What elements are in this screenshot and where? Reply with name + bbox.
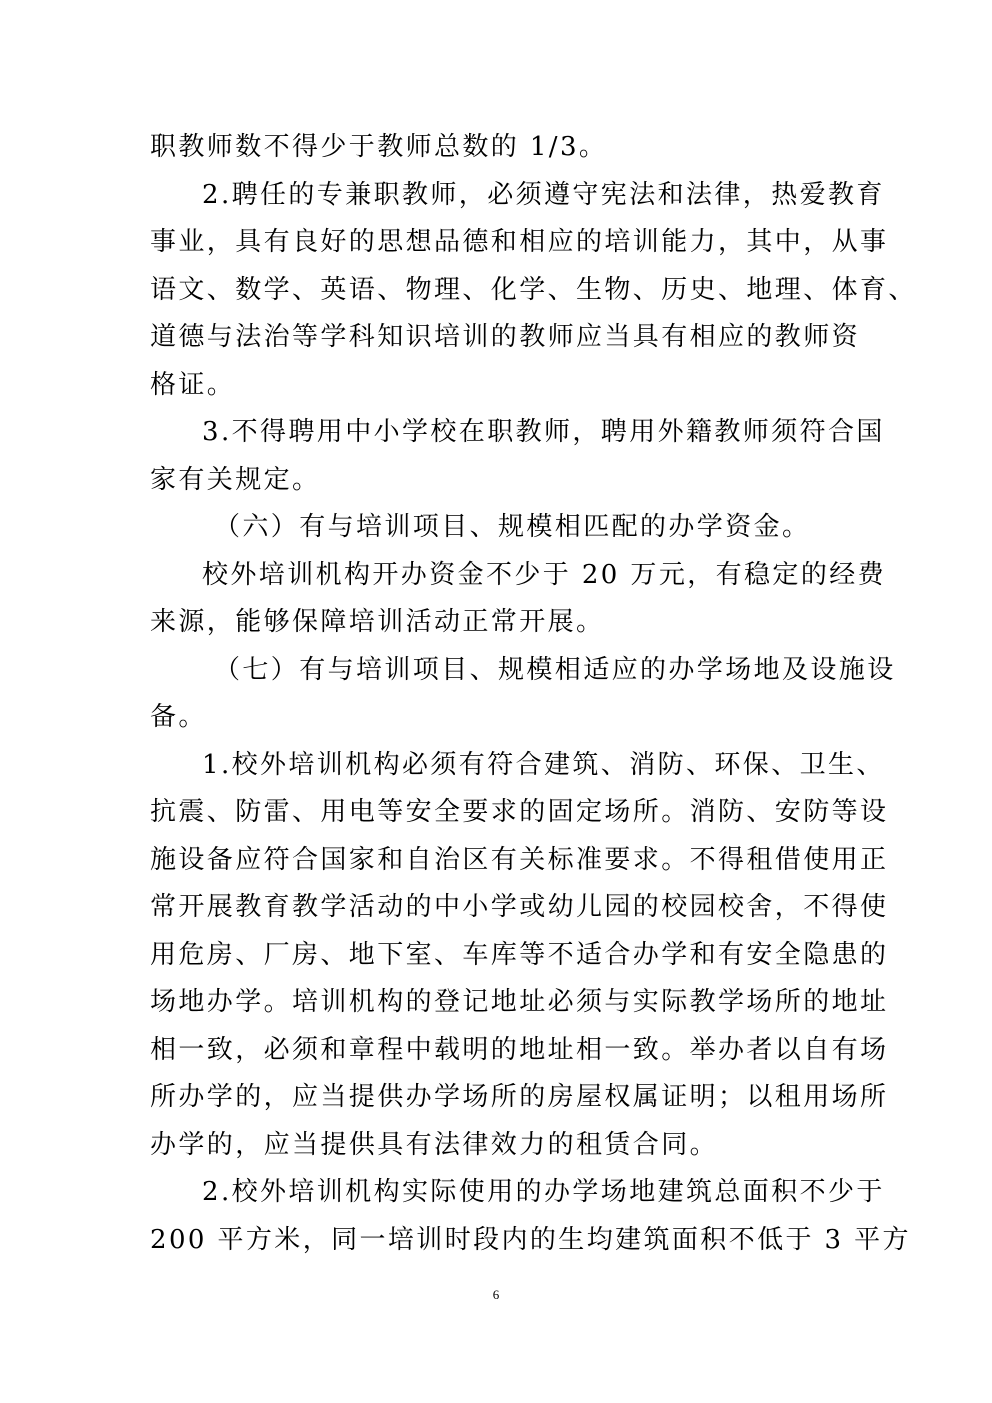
text-line-21: 所办学的，应当提供办学场所的房屋权属证明；以租用场所 (150, 1082, 889, 1112)
text-line-19: 场地办学。培训机构的登记地址必须与实际教学场所的地址 (150, 987, 889, 1017)
text-line-2: 2.聘任的专兼职教师，必须遵守宪法和法律，热爱教育 (202, 179, 885, 210)
text-line-15: 抗震、防雷、用电等安全要求的固定场所。消防、安防等设 (150, 797, 889, 827)
text-line-23: 2.校外培训机构实际使用的办学场地建筑总面积不少于 (202, 1177, 885, 1207)
text-line-4: 语文、数学、英语、物理、化学、生物、历史、地理、体育、 (150, 274, 917, 305)
text-line-7: 3.不得聘用中小学校在职教师，聘用外籍教师须符合国 (202, 417, 885, 447)
text-line-13: 备。 (150, 702, 207, 732)
page-number: 6 (492, 1287, 500, 1302)
text-line-20: 相一致，必须和章程中载明的地址相一致。举办者以自有场 (150, 1034, 889, 1065)
text-line-24: 200 平方米，同一培训时段内的生均建筑面积不低于 3 平方 (150, 1224, 911, 1255)
text-line-6: 格证。 (150, 369, 236, 400)
document-body (150, 124, 917, 1264)
text-line-18: 用危房、厂房、地下室、车库等不适合办学和有安全隐患的 (150, 939, 889, 970)
section-heading-6: （六）有与培训项目、规模相匹配的办学资金。 (214, 512, 811, 542)
text-line-14: 1.校外培训机构必须有符合建筑、消防、环保、卫生、 (202, 749, 885, 780)
text-line-3: 事业，具有良好的思想品德和相应的培训能力，其中，从事 (150, 227, 889, 257)
text-line-17: 常开展教育教学活动的中小学或幼儿园的校园校舍，不得使 (150, 892, 889, 922)
text-line-16: 施设备应符合国家和自治区有关标准要求。不得租借使用正 (150, 844, 889, 875)
text-line-8: 家有关规定。 (150, 464, 321, 495)
section-heading-7: （七）有与培训项目、规模相适应的办学场地及设施设 (214, 654, 896, 685)
text-line-10: 校外培训机构开办资金不少于 20 万元，有稳定的经费 (202, 559, 887, 590)
text-line-11: 来源，能够保障培训活动正常开展。 (150, 607, 605, 637)
text-line-5: 道德与法治等学科知识培训的教师应当具有相应的教师资 (150, 322, 861, 352)
text-line-22: 办学的，应当提供具有法律效力的租赁合同。 (150, 1129, 719, 1160)
text-line-1: 职教师数不得少于教师总数的 1/3。 (150, 132, 608, 162)
